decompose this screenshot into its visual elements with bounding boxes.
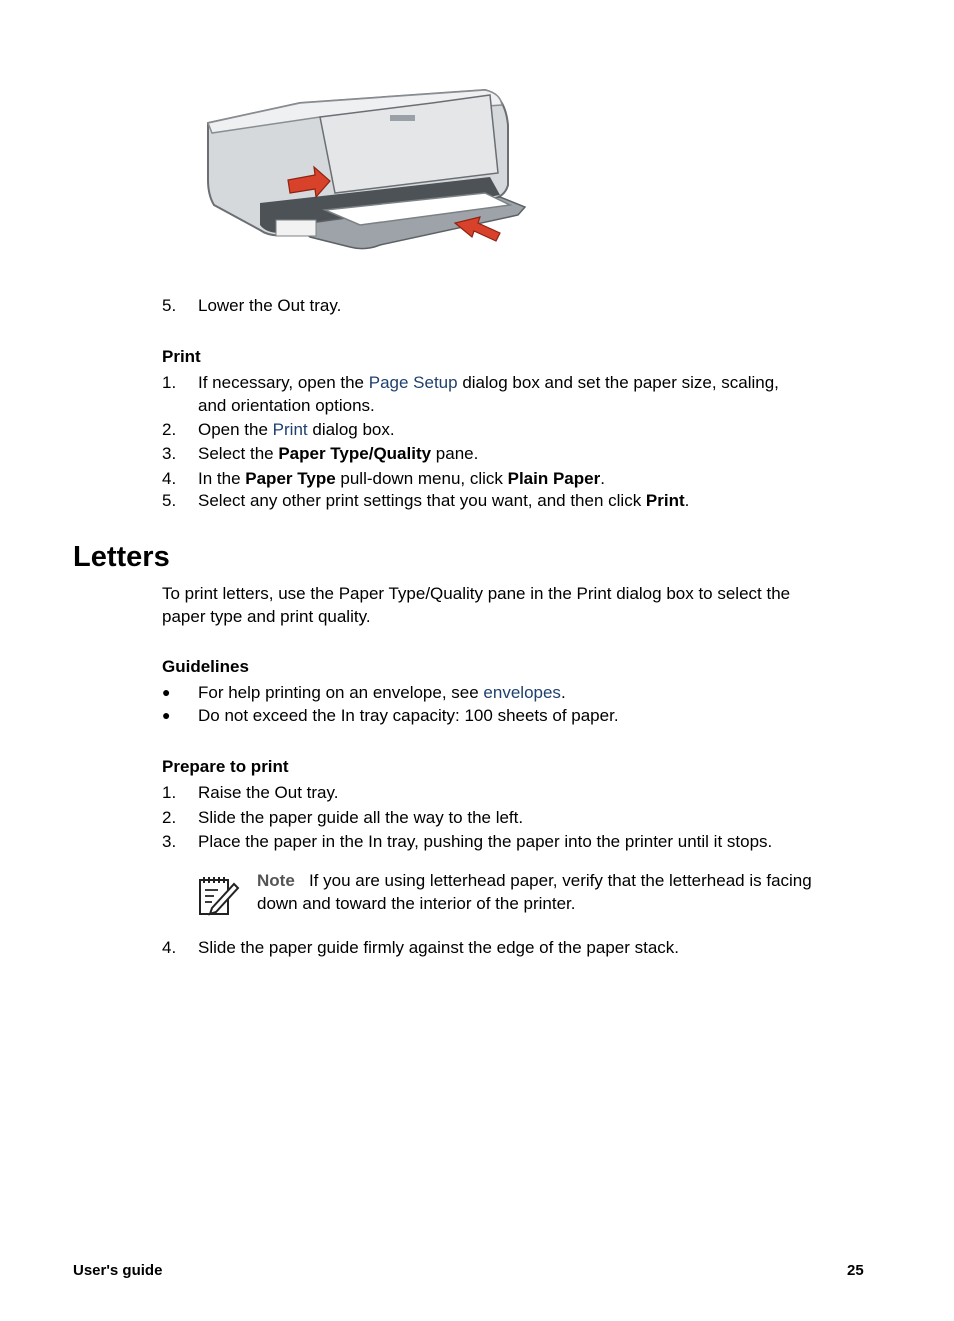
bullet-icon: ● bbox=[162, 684, 171, 700]
bullet-text: For help printing on an envelope, see envelopes. bbox=[198, 683, 566, 702]
step-number: 3. bbox=[162, 832, 177, 851]
intro-paragraph: To print letters, use the Paper Type/Quality pane in the Print dialog box to select the paper type and print quality. bbox=[162, 584, 791, 626]
step-number: 2. bbox=[162, 808, 177, 827]
step-number: 4. bbox=[162, 469, 177, 488]
bullet-text: Do not exceed the In tray capacity: 100 sheets of paper. bbox=[198, 706, 619, 725]
step-text: Select any other print settings that you want, and then click Print. bbox=[198, 491, 690, 510]
step-text: Lower the Out tray. bbox=[198, 296, 342, 315]
step-number: 5. bbox=[162, 491, 177, 510]
guidelines-heading: Guidelines bbox=[162, 657, 249, 676]
note-text: Note If you are using letterhead paper, verify that the letterhead is facing down and toward the interior of the printer. bbox=[257, 871, 812, 913]
step-number: 1. bbox=[162, 783, 177, 802]
step-text: Slide the paper guide firmly against the edge of the paper stack. bbox=[198, 938, 680, 957]
step-text: Place the paper in the In tray, pushing the paper into the printer until it stops. bbox=[198, 832, 773, 851]
step-number: 4. bbox=[162, 938, 177, 957]
page-setup-link[interactable]: Page Setup bbox=[368, 373, 458, 392]
step-number: 2. bbox=[162, 420, 177, 439]
step-text: Open the Print dialog box. bbox=[198, 420, 395, 439]
step-text: Select the Paper Type/Quality pane. bbox=[198, 444, 479, 463]
bullet-icon: ● bbox=[162, 707, 171, 723]
envelopes-link[interactable]: envelopes bbox=[483, 683, 561, 702]
front-label bbox=[276, 220, 316, 236]
step-text: Slide the paper guide all the way to the left. bbox=[198, 808, 524, 827]
footer-title: User's guide bbox=[73, 1262, 163, 1279]
page-number: 25 bbox=[847, 1262, 864, 1279]
note-icon bbox=[196, 874, 240, 918]
step-number: 1. bbox=[162, 373, 177, 392]
print-link[interactable]: Print bbox=[272, 420, 308, 439]
step-text: Raise the Out tray. bbox=[198, 783, 339, 802]
step-text: In the Paper Type pull-down menu, click Plain Paper. bbox=[198, 469, 605, 488]
print-heading: Print bbox=[162, 347, 201, 366]
note-label: Note bbox=[257, 871, 295, 890]
printer-illustration bbox=[200, 85, 532, 260]
section-title: Letters bbox=[73, 541, 170, 573]
prepare-heading: Prepare to print bbox=[162, 757, 289, 776]
step-number: 3. bbox=[162, 444, 177, 463]
step-text: If necessary, open the Page Setup dialog box and set the paper size, scaling, and orientation options. bbox=[198, 373, 779, 415]
support-tab bbox=[390, 115, 415, 121]
step-number: 5. bbox=[162, 296, 177, 315]
